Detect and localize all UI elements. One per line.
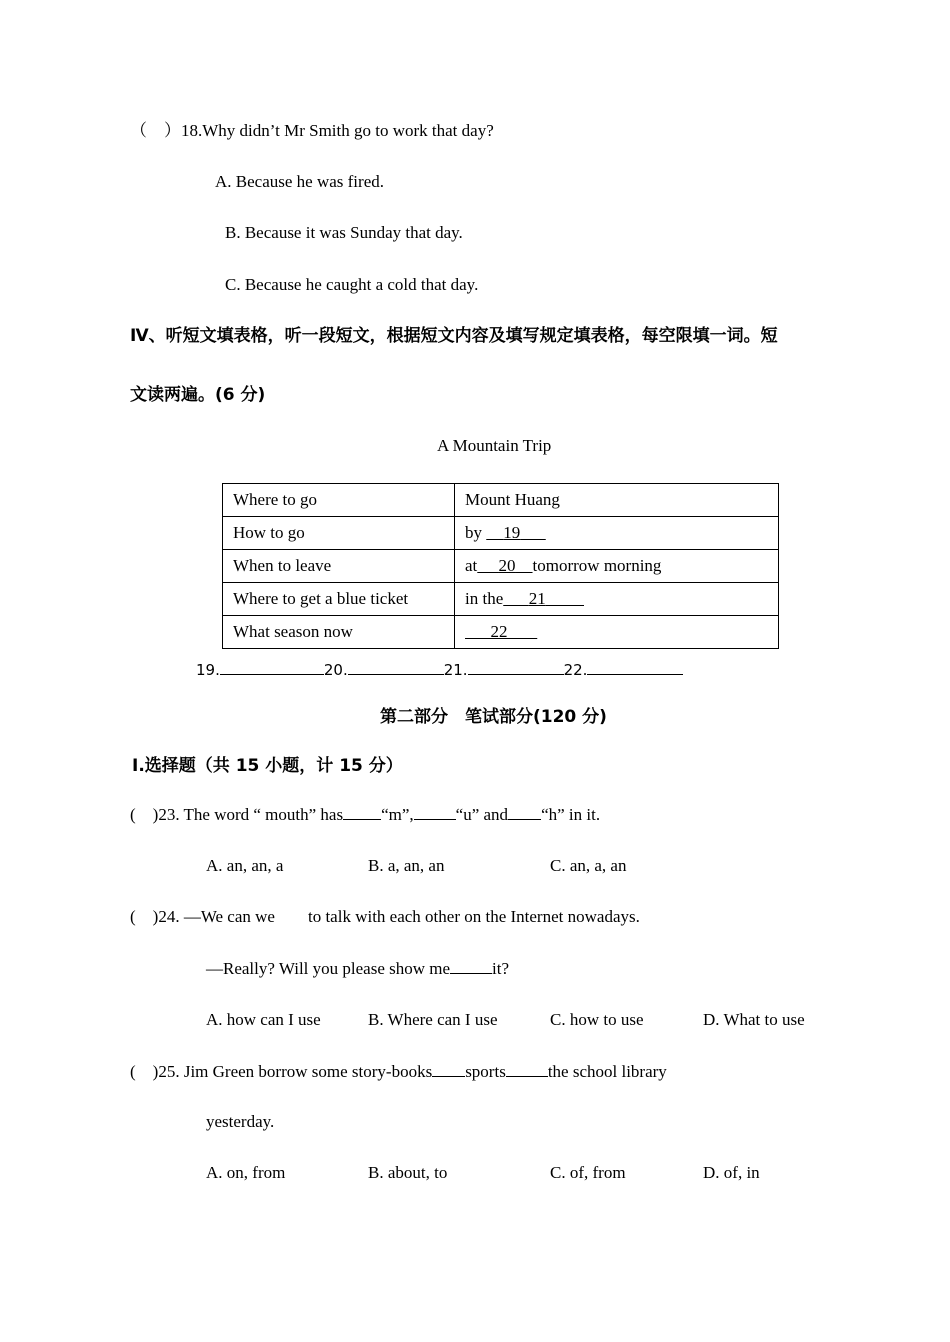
question-23 — [130, 804, 600, 825]
table-row — [223, 616, 779, 649]
blank-number: 21 — [528, 589, 546, 608]
blank-20[interactable] — [477, 556, 532, 575]
blank[interactable] — [414, 804, 456, 820]
section-4-heading-line2: 文读两遍。(6 分) — [130, 385, 266, 405]
stem-part: sports — [465, 1062, 506, 1081]
q25-option-c: C. of, from — [550, 1163, 626, 1182]
q25-option-d: D. of, in — [703, 1163, 760, 1182]
question-25 — [130, 1061, 667, 1082]
answer-blank-20[interactable] — [348, 659, 444, 675]
stem-part: the school library — [547, 1062, 667, 1081]
answer-blank-21[interactable] — [468, 659, 564, 675]
row-label: What season now — [223, 616, 455, 649]
stem-part: “u” and — [455, 805, 509, 824]
q24-option-c: C. how to use — [550, 1010, 644, 1029]
row-value-prefix: by — [465, 523, 487, 542]
q25-option-a: A. on, from — [206, 1163, 286, 1182]
q24-option-d: D. What to use — [703, 1010, 805, 1029]
q23-option-c: C. an, a, an — [550, 856, 627, 875]
q18-option-a: A. Because he was fired. — [215, 172, 384, 191]
stem-part: 23. The word “ mouth” has — [158, 805, 344, 824]
trip-table — [222, 483, 779, 649]
row-value — [455, 616, 779, 649]
row-label: How to go — [223, 517, 455, 550]
stem-part: “m”, — [381, 805, 414, 824]
q23-option-a: A. an, an, a — [206, 856, 284, 875]
row-value-prefix: in the — [465, 589, 504, 608]
row-label: Where to get a blue ticket — [223, 583, 455, 616]
q24-option-b: B. Where can I use — [368, 1010, 498, 1029]
answer-label-21: 21. — [443, 661, 468, 679]
blank[interactable] — [506, 1061, 548, 1077]
q25-option-b: B. about, to — [368, 1163, 448, 1182]
answer-paren: （ ） — [130, 121, 181, 140]
stem-part: it? — [492, 959, 510, 978]
question-18 — [130, 121, 494, 141]
answer-blank-22[interactable] — [587, 659, 683, 675]
question-25-line2: yesterday. — [206, 1112, 275, 1131]
blank-number: 20 — [498, 556, 516, 575]
blank[interactable] — [432, 1061, 465, 1077]
blank[interactable] — [508, 804, 541, 820]
stem-part: —Really? Will you please show me — [206, 959, 451, 978]
table-row — [223, 517, 779, 550]
row-value-text: Mount Huang — [465, 490, 560, 509]
q18-option-b: B. Because it was Sunday that day. — [225, 223, 463, 242]
row-value-prefix: at — [465, 556, 478, 575]
blank-number: 22 — [490, 622, 508, 641]
answer-line — [196, 659, 683, 680]
table-title: A Mountain Trip — [437, 436, 552, 455]
section-1-heading: Ⅰ.选择题（共 15 小题，计 15 分） — [132, 756, 403, 776]
stem-part: “h” in it. — [541, 805, 601, 824]
question-24-line2 — [206, 958, 509, 979]
answer-label-22: 22. — [563, 661, 588, 679]
table-row — [223, 550, 779, 583]
blank-21[interactable] — [503, 589, 584, 608]
q24-option-a: A. how can I use — [206, 1010, 321, 1029]
answer-blank-19[interactable] — [220, 659, 324, 675]
part-2-heading: 第二部分 笔试部分(120 分) — [380, 707, 607, 727]
stem-part: 24. —We can we — [158, 907, 275, 926]
question-stem: 18.Why didn’t Mr Smith go to work that day? — [181, 121, 494, 140]
table-row — [223, 583, 779, 616]
q18-option-c: C. Because he caught a cold that day. — [225, 275, 479, 294]
blank-19[interactable] — [486, 523, 546, 542]
answer-label-19: 19. — [196, 661, 220, 679]
answer-paren: ( ) — [130, 1062, 159, 1081]
row-value-suffix: tomorrow morning — [532, 556, 662, 575]
answer-paren: ( ) — [130, 805, 159, 824]
row-value — [455, 583, 779, 616]
row-value — [455, 484, 779, 517]
section-4-heading-line1: Ⅳ、听短文填表格，听一段短文，根据短文内容及填写规定填表格，每空限填一词。短 — [130, 326, 778, 346]
blank-22[interactable] — [465, 622, 537, 641]
row-value — [455, 550, 779, 583]
q23-option-b: B. a, an, an — [368, 856, 445, 875]
row-value — [455, 517, 779, 550]
row-label: Where to go — [223, 484, 455, 517]
blank[interactable] — [343, 804, 381, 820]
question-24 — [130, 907, 640, 927]
stem-part: 25. Jim Green borrow some story-books — [158, 1062, 433, 1081]
table-row — [223, 484, 779, 517]
answer-paren: ( ) — [130, 907, 159, 926]
blank[interactable] — [450, 958, 492, 974]
stem-part: to talk with each other on the Internet nowadays. — [307, 907, 640, 926]
blank-number: 19 — [503, 523, 521, 542]
answer-label-20: 20. — [323, 661, 348, 679]
row-label: When to leave — [223, 550, 455, 583]
